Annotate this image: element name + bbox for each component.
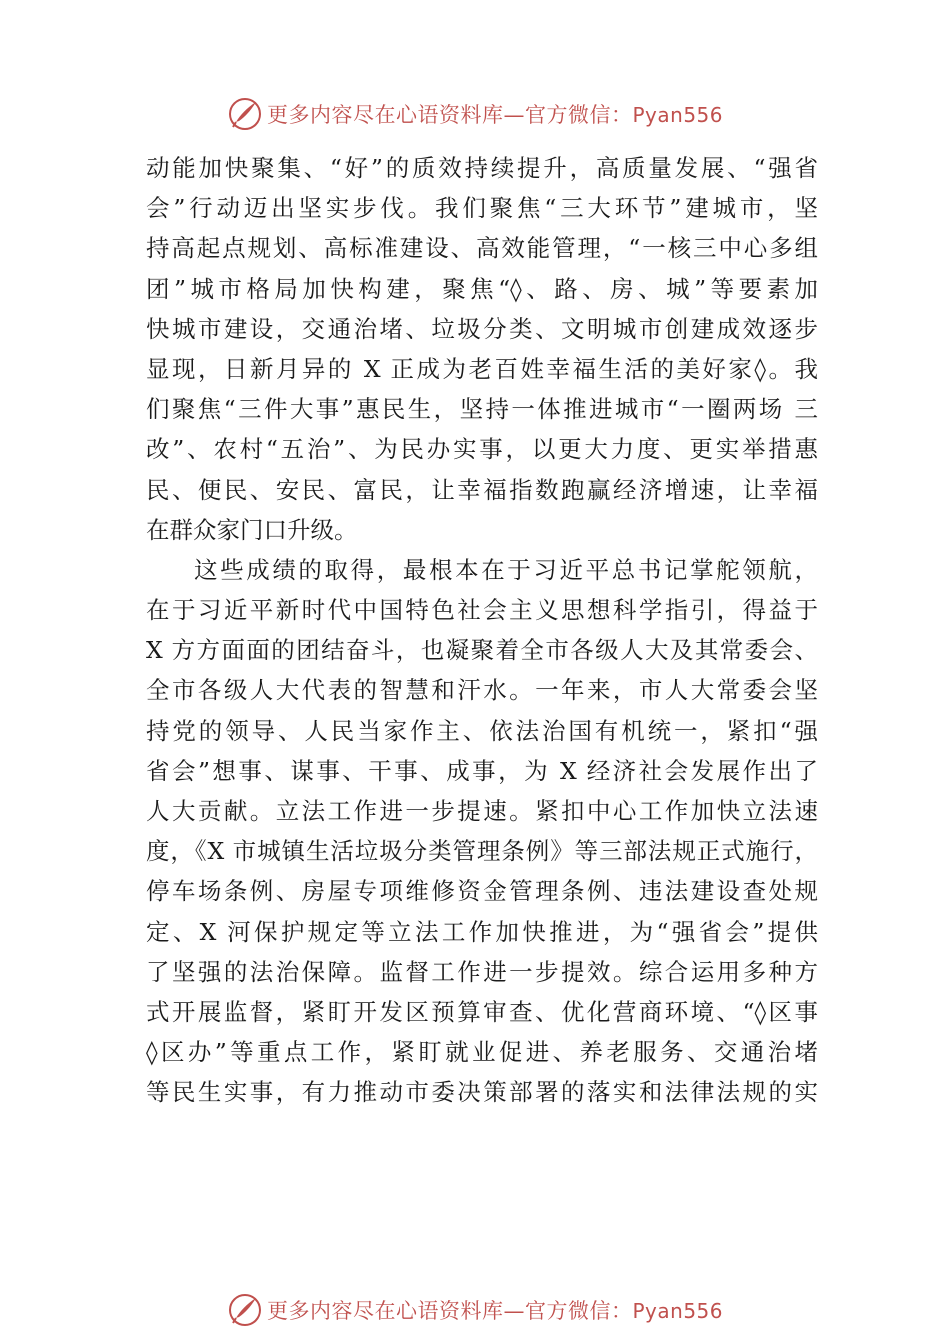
- text-line: 在于习近平新时代中国特色社会主义思想科学指引，得益于: [146, 596, 818, 625]
- text-line: 持党的领导、人民当家作主、依法治国有机统一，紧扣“强: [146, 716, 818, 745]
- watermark-library-text: 更多内容尽在心语资料库: [266, 1299, 504, 1323]
- text-line: 在群众家门口升级。: [146, 515, 358, 544]
- watermark-header: [0, 92, 950, 136]
- watermark-library-text: 更多内容尽在心语资料库: [266, 103, 504, 127]
- text-line: 们聚焦“三件大事”惠民生，坚持一体推进城市“一圈两场 三: [146, 395, 818, 424]
- watermark-wechat-label: 官方微信：: [524, 103, 633, 127]
- watermark-separator: —: [503, 103, 525, 127]
- watermark-wechat-id: Pyan556: [632, 1299, 723, 1323]
- text-line: X 方方面面的团结奋斗，也凝聚着全市各级人大及其常委会、: [146, 636, 818, 665]
- watermark-text: [267, 99, 723, 129]
- watermark-footer: [0, 1288, 950, 1332]
- watermark-wechat-id: Pyan556: [632, 103, 723, 127]
- text-line: ◊区办”等重点工作，紧盯就业促进、养老服务、交通治堵: [146, 1038, 818, 1067]
- watermark-wechat-label: 官方微信：: [524, 1299, 633, 1323]
- watermark-separator: —: [503, 1299, 525, 1323]
- text-line: 定、X 河保护规定等立法工作加快推进，为“强省会”提供: [146, 917, 818, 946]
- text-line: 这些成绩的取得，最根本在于习近平总书记掌舵领航，: [194, 555, 818, 584]
- text-line: 了坚强的法治保障。监督工作进一步提效。综合运用多种方: [146, 957, 818, 986]
- text-line: 快城市建设，交通治堵、垃圾分类、文明城市创建成效逐步: [146, 314, 818, 343]
- text-line: 显现，日新月异的 X 正成为老百姓幸福生活的美好家◊。我: [146, 354, 818, 383]
- text-line: 民、便民、安民、富民，让幸福指数跑赢经济增速，让幸福: [146, 475, 818, 504]
- text-line: 持高起点规划、高标准建设、高效能管理，“一核三中心多组: [146, 234, 818, 263]
- text-line: 动能加快聚集、“好”的质效持续提升，高质量发展、“强省: [146, 154, 818, 182]
- document-body: [146, 148, 818, 1113]
- text-line: 团”城市格局加快构建，聚焦“◊、路、房、城”等要素加: [146, 274, 818, 303]
- text-line: 会”行动迈出坚实步伐。我们聚焦“三大环节”建城市，坚: [146, 194, 818, 223]
- watermark-text: [267, 1295, 723, 1325]
- paragraph-2: [146, 550, 818, 1113]
- quill-logo-icon: [227, 96, 263, 132]
- text-line: 停车场条例、房屋专项维修资金管理条例、违法建设查处规: [146, 877, 818, 906]
- text-line: 全市各级人大代表的智慧和汗水。一年来，市人大常委会坚: [146, 676, 818, 705]
- text-line: 改”、农村“五治”、为民办实事，以更大力度、更实举措惠: [146, 435, 818, 464]
- text-line: 度，《X 市城镇生活垃圾分类管理条例》等三部法规正式施行，: [146, 837, 818, 866]
- text-line: 式开展监督，紧盯开发区预算审查、优化营商环境、“◊区事: [146, 997, 818, 1026]
- text-line: 等民生实事，有力推动市委决策部署的落实和法律法规的实: [146, 1078, 818, 1107]
- paragraph-1: [146, 148, 818, 550]
- text-line: 省会”想事、谋事、干事、成事，为 X 经济社会发展作出了: [146, 756, 818, 785]
- text-line: 人大贡献。立法工作进一步提速。紧扣中心工作加快立法速: [146, 797, 818, 825]
- quill-logo-icon: [227, 1292, 263, 1328]
